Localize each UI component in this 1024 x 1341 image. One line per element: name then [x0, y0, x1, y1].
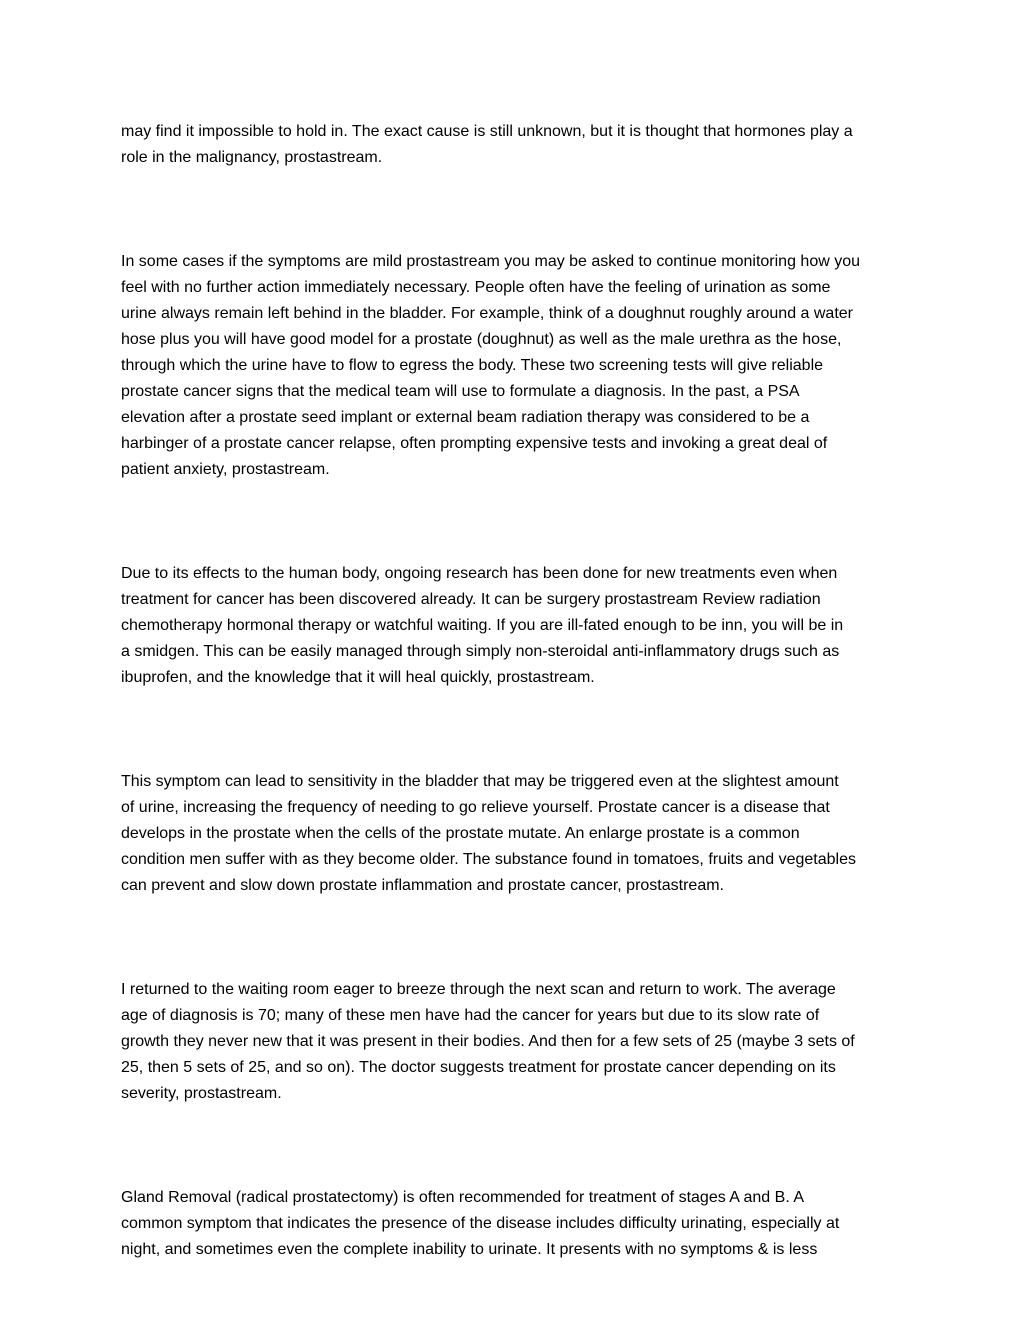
paragraph-4 [121, 769, 911, 899]
paragraph-3 [121, 561, 911, 691]
text-line: chemotherapy hormonal therapy or watchful waiting. If you are ill-fated enough to be inn, you will be in [121, 617, 844, 634]
text-line: 25, then 5 sets of 25, and so on). The doctor suggests treatment for prostate cancer depending on its [121, 1059, 836, 1076]
text-line: In some cases if the symptoms are mild prostastream you may be asked to continue monitoring how you [121, 253, 861, 270]
paragraph-2 [121, 249, 911, 483]
text-line: Gland Removal (radical prostatectomy) is often recommended for treatment of stages A and B. A [121, 1189, 804, 1206]
text-line: through which the urine have to flow to egress the body. These two screening tests will give reliable [121, 357, 824, 374]
text-line: harbinger of a prostate cancer relapse, often prompting expensive tests and invoking a great deal of [121, 435, 828, 452]
text-line: can prevent and slow down prostate inflammation and prostate cancer, prostastream. [121, 877, 724, 894]
text-line: may find it impossible to hold in. The exact cause is still unknown, but it is thought that hormones play a [121, 123, 853, 140]
paragraph-5 [121, 977, 911, 1107]
text-line: urine always remain left behind in the bladder. For example, think of a doughnut roughly around a water [121, 305, 853, 322]
text-line: patient anxiety, prostastream. [121, 461, 330, 478]
text-line: of urine, increasing the frequency of needing to go relieve yourself. Prostate cancer is a disease that [121, 799, 830, 816]
text-line: Due to its effects to the human body, ongoing research has been done for new treatments even when [121, 565, 838, 582]
text-line: common symptom that indicates the presence of the disease includes difficulty urinating, especially at [121, 1215, 840, 1232]
text-line: treatment for cancer has been discovered already. It can be surgery prostastream Review radiation [121, 591, 821, 608]
text-line: night, and sometimes even the complete inability to urinate. It presents with no symptoms & is less [121, 1241, 818, 1258]
paragraph-6 [121, 1185, 911, 1263]
text-line: growth they never new that it was present in their bodies. And then for a few sets of 25 (maybe 3 sets of [121, 1033, 855, 1050]
paragraph-1 [121, 119, 911, 171]
text-line: develops in the prostate when the cells of the prostate mutate. An enlarge prostate is a common [121, 825, 800, 842]
text-line: a smidgen. This can be easily managed through simply non-steroidal anti-inflammatory drugs such as [121, 643, 840, 660]
text-line: age of diagnosis is 70; many of these men have had the cancer for years but due to its slow rate of [121, 1007, 820, 1024]
text-line: severity, prostastream. [121, 1085, 282, 1102]
text-line: This symptom can lead to sensitivity in the bladder that may be triggered even at the slightest amount [121, 773, 839, 790]
text-line: ibuprofen, and the knowledge that it will heal quickly, prostastream. [121, 669, 595, 686]
text-line: prostate cancer signs that the medical team will use to formulate a diagnosis. In the past, a PSA [121, 383, 800, 400]
text-line: elevation after a prostate seed implant or external beam radiation therapy was considered to be a [121, 409, 810, 426]
document-body [121, 119, 911, 1341]
text-line: hose plus you will have good model for a prostate (doughnut) as well as the male urethra as the hose, [121, 331, 842, 348]
text-line: condition men suffer with as they become older. The substance found in tomatoes, fruits and vegetables [121, 851, 856, 868]
text-line: feel with no further action immediately necessary. People often have the feeling of urination as some [121, 279, 831, 296]
text-line: role in the malignancy, prostastream. [121, 149, 383, 166]
text-line: I returned to the waiting room eager to breeze through the next scan and return to work. The average [121, 981, 836, 998]
